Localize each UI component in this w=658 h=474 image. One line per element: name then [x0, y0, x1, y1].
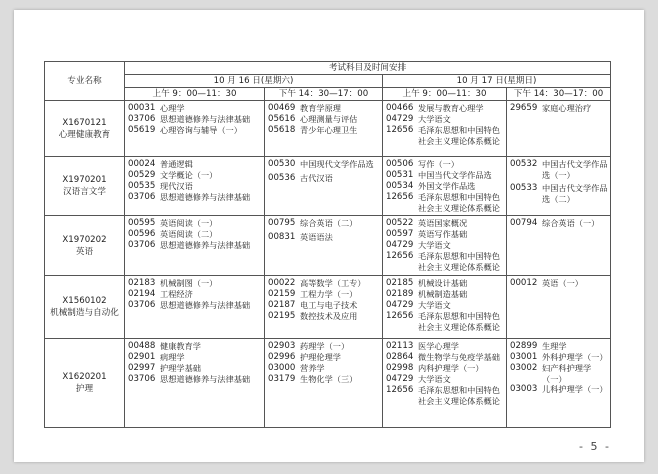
- subject-name: 心理学: [160, 103, 185, 113]
- subject-code: 03706: [128, 374, 156, 384]
- subject-name: 生理学: [542, 341, 567, 351]
- subject-entry: [268, 125, 382, 136]
- subject-entry: [510, 159, 610, 180]
- major-name: 护理: [75, 384, 94, 394]
- subject-entry: [386, 251, 506, 272]
- subject-name: 高等数学（工专）: [300, 278, 366, 288]
- subject-code: 00031: [128, 103, 156, 113]
- slot-cell-d2am: [383, 216, 507, 276]
- subject-entry: [268, 311, 382, 322]
- subject-name: 毛泽东思想和中国特色社会主义理论体系概论: [418, 251, 500, 272]
- subject-entry: [510, 341, 610, 352]
- subject-code: 00530: [268, 159, 296, 169]
- subject-entry: [128, 289, 264, 300]
- subject-code: 03000: [268, 363, 296, 373]
- subject-entry: [268, 173, 382, 184]
- subject-entry: [128, 103, 264, 114]
- subject-entry: [128, 300, 264, 311]
- subject-name: 英语阅读（二）: [160, 229, 218, 239]
- subject-entry: [510, 352, 610, 363]
- subject-entry: [386, 300, 506, 311]
- slot-cell-d1am: [125, 339, 265, 428]
- subject-entry: [510, 183, 610, 204]
- subject-name: 中国现代文学作品选: [300, 159, 374, 169]
- subject-name: 发展与教育心理学: [418, 103, 484, 113]
- subject-name: 现代汉语: [160, 181, 193, 191]
- major-code: X1620201: [62, 372, 107, 382]
- subject-code: 03001: [510, 352, 538, 362]
- subject-name: 普通逻辑: [160, 159, 193, 169]
- slot-cell-d1am: [125, 157, 265, 216]
- subject-name: 机械制造基础: [418, 289, 468, 299]
- subject-name: 工程经济: [160, 289, 193, 299]
- subject-name: 外科护理学（一）: [542, 352, 608, 362]
- subject-code: 03002: [510, 363, 538, 373]
- subject-code: 02195: [268, 311, 296, 321]
- subject-entry: [386, 363, 506, 374]
- subject-entry: [128, 125, 264, 136]
- subject-code: 00522: [386, 218, 414, 228]
- slot-cell-d1am: [125, 276, 265, 339]
- subject-entry: [128, 352, 264, 363]
- subject-entry: [386, 229, 506, 240]
- subject-entry: [268, 300, 382, 311]
- subject-name: 微生物学与免疫学基础: [418, 352, 500, 362]
- subject-entry: [386, 311, 506, 332]
- subject-name: 机械制图（一）: [160, 278, 218, 288]
- subject-entry: [386, 278, 506, 289]
- subject-entry: [268, 232, 382, 243]
- subject-entry: [128, 114, 264, 125]
- subject-name: 大学语文: [418, 114, 451, 124]
- subject-code: 02997: [128, 363, 156, 373]
- subject-code: 00536: [268, 173, 296, 183]
- table-row: [45, 157, 611, 216]
- subject-name: 英语国家概况: [418, 218, 468, 228]
- subject-entry: [268, 278, 382, 289]
- subject-entry: [386, 289, 506, 300]
- subject-entry: [268, 103, 382, 114]
- subject-entry: [386, 181, 506, 192]
- subject-code: 02998: [386, 363, 414, 373]
- subject-name: 思想道德修养与法律基础: [160, 374, 251, 384]
- slot-cell-d2pm: [507, 101, 611, 157]
- subject-name: 大学语文: [418, 374, 451, 384]
- subject-entry: [268, 159, 382, 170]
- subject-code: 04729: [386, 114, 414, 124]
- subject-name: 文学概论（一）: [160, 170, 218, 180]
- subject-code: 04729: [386, 374, 414, 384]
- subject-name: 医学心理学: [418, 341, 459, 351]
- subject-entry: [386, 385, 506, 406]
- slot-cell-d1am: [125, 101, 265, 157]
- subject-name: 古代汉语: [300, 173, 333, 183]
- subject-code: 00535: [128, 181, 156, 191]
- subject-entry: [268, 352, 382, 363]
- slot-cell-d1pm: [265, 157, 383, 216]
- header-day1: 10 月 16 日(星期六): [125, 75, 383, 88]
- subject-code: 00533: [510, 183, 538, 193]
- subject-entry: [128, 192, 264, 203]
- subject-name: 家庭心理治疗: [542, 103, 592, 113]
- subject-name: 心理测量与评估: [300, 114, 358, 124]
- subject-entry: [128, 341, 264, 352]
- subject-name: 病理学: [160, 352, 185, 362]
- subject-code: 03706: [128, 240, 156, 250]
- header-major: 专业名称: [45, 62, 125, 101]
- subject-entry: [268, 341, 382, 352]
- subject-name: 教育学原理: [300, 103, 341, 113]
- subject-code: 03706: [128, 114, 156, 124]
- subject-code: 05618: [268, 125, 296, 135]
- subject-code: 00024: [128, 159, 156, 169]
- subject-name: 电工与电子技术: [300, 300, 358, 310]
- subject-code: 02159: [268, 289, 296, 299]
- subject-code: 12656: [386, 125, 414, 135]
- subject-entry: [128, 218, 264, 229]
- subject-name: 思想道德修养与法律基础: [160, 192, 251, 202]
- subject-name: 毛泽东思想和中国特色社会主义理论体系概论: [418, 311, 500, 332]
- subject-name: 生物化学（三）: [300, 374, 358, 384]
- subject-entry: [268, 289, 382, 300]
- subject-name: 外国文学作品选: [418, 181, 476, 191]
- major-name: 机械制造与自动化: [50, 308, 119, 318]
- subject-entry: [386, 170, 506, 181]
- subject-entry: [268, 218, 382, 229]
- subject-code: 12656: [386, 311, 414, 321]
- subject-code: 00022: [268, 278, 296, 288]
- subject-code: 00012: [510, 278, 538, 288]
- slot-cell-d2pm: [507, 216, 611, 276]
- major-cell: [45, 216, 125, 276]
- subject-code: 00506: [386, 159, 414, 169]
- slot-cell-d1pm: [265, 276, 383, 339]
- subject-name: 护理学基础: [160, 363, 201, 373]
- slot-cell-d1pm: [265, 339, 383, 428]
- subject-name: 毛泽东思想和中国特色社会主义理论体系概论: [418, 192, 500, 213]
- subject-code: 02864: [386, 352, 414, 362]
- subject-name: 大学语文: [418, 240, 451, 250]
- header-day1-am: 上午 9：00—11：30: [125, 88, 265, 101]
- major-code: X1670121: [62, 117, 107, 128]
- subject-name: 毛泽东思想和中国特色社会主义理论体系概论: [418, 125, 500, 146]
- subject-code: 00532: [510, 159, 538, 169]
- subject-name: 思想道德修养与法律基础: [160, 114, 251, 124]
- major-cell: [45, 339, 125, 428]
- major-cell: [45, 276, 125, 339]
- subject-code: 02901: [128, 352, 156, 362]
- subject-code: 03003: [510, 384, 538, 394]
- subject-code: 02187: [268, 300, 296, 310]
- major-code: X1970202: [62, 234, 107, 245]
- subject-entry: [386, 240, 506, 251]
- subject-entry: [510, 218, 610, 229]
- subject-name: 中国当代文学作品选: [418, 170, 492, 180]
- subject-code: 00795: [268, 218, 296, 228]
- subject-name: 思想道德修养与法律基础: [160, 240, 251, 250]
- subject-name: 中国古代文学作品选（一）: [542, 159, 608, 180]
- exam-schedule-table: [44, 61, 611, 428]
- subject-entry: [268, 374, 382, 385]
- subject-code: 12656: [386, 192, 414, 202]
- subject-code: 03179: [268, 374, 296, 384]
- subject-name: 心理咨询与辅导（一）: [160, 125, 242, 135]
- slot-cell-d2am: [383, 339, 507, 428]
- subject-entry: [386, 159, 506, 170]
- subject-name: 写作（一）: [418, 159, 459, 169]
- header-day2: 10 月 17 日(星期日): [383, 75, 611, 88]
- subject-entry: [128, 229, 264, 240]
- subject-entry: [386, 103, 506, 114]
- slot-cell-d2pm: [507, 276, 611, 339]
- subject-code: 02899: [510, 341, 538, 351]
- subject-name: 青少年心理卫生: [300, 125, 358, 135]
- subject-code: 02189: [386, 289, 414, 299]
- subject-code: 00597: [386, 229, 414, 239]
- subject-code: 00596: [128, 229, 156, 239]
- subject-code: 29659: [510, 103, 538, 113]
- subject-code: 03706: [128, 300, 156, 310]
- subject-name: 英语（一）: [542, 278, 583, 288]
- major-code: X1970201: [62, 175, 107, 185]
- subject-name: 机械设计基础: [418, 278, 468, 288]
- subject-code: 00831: [268, 232, 296, 242]
- subject-entry: [386, 341, 506, 352]
- subject-name: 英语阅读（一）: [160, 218, 218, 228]
- slot-cell-d2am: [383, 101, 507, 157]
- subject-name: 药理学（一）: [300, 341, 350, 351]
- subject-name: 健康教育学: [160, 341, 201, 351]
- subject-entry: [268, 363, 382, 374]
- subject-entry: [128, 278, 264, 289]
- subject-code: 00595: [128, 218, 156, 228]
- major-code: X1560102: [62, 296, 107, 306]
- subject-name: 毛泽东思想和中国特色社会主义理论体系概论: [418, 385, 500, 406]
- table-row: [45, 276, 611, 339]
- subject-code: 00466: [386, 103, 414, 113]
- subject-code: 02185: [386, 278, 414, 288]
- subject-name: 营养学: [300, 363, 325, 373]
- subject-entry: [386, 218, 506, 229]
- subject-entry: [510, 278, 610, 289]
- subject-entry: [386, 352, 506, 363]
- subject-name: 内科护理学（一）: [418, 363, 484, 373]
- subject-name: 综合英语（一）: [542, 218, 600, 228]
- slot-cell-d2am: [383, 157, 507, 216]
- subject-entry: [386, 125, 506, 146]
- subject-code: 00794: [510, 218, 538, 228]
- slot-cell-d1am: [125, 216, 265, 276]
- subject-code: 03706: [128, 192, 156, 202]
- subject-code: 02194: [128, 289, 156, 299]
- subject-entry: [386, 114, 506, 125]
- header-day2-pm: 下午 14：30—17：00: [507, 88, 611, 101]
- major-cell: [45, 101, 125, 157]
- subject-entry: [128, 374, 264, 385]
- subject-code: 04729: [386, 300, 414, 310]
- header-day1-pm: 下午 14：30—17：00: [265, 88, 383, 101]
- subject-code: 02183: [128, 278, 156, 288]
- subject-code: 00488: [128, 341, 156, 351]
- subject-code: 05616: [268, 114, 296, 124]
- subject-code: 02903: [268, 341, 296, 351]
- subject-entry: [128, 170, 264, 181]
- subject-entry: [128, 363, 264, 374]
- subject-code: 04729: [386, 240, 414, 250]
- subject-name: 儿科护理学（一）: [542, 384, 608, 394]
- major-name: 英语: [75, 246, 94, 257]
- subject-entry: [386, 374, 506, 385]
- subject-name: 数控技术及应用: [300, 311, 358, 321]
- subject-entry: [510, 384, 610, 395]
- slot-cell-d2pm: [507, 157, 611, 216]
- subject-name: 护理伦理学: [300, 352, 341, 362]
- header-day2-am: 上午 9：00—11：30: [383, 88, 507, 101]
- table-row: [45, 339, 611, 428]
- page-number: - 5 -: [579, 440, 611, 453]
- slot-cell-d1pm: [265, 101, 383, 157]
- slot-cell-d1pm: [265, 216, 383, 276]
- subject-code: 00469: [268, 103, 296, 113]
- subject-entry: [128, 181, 264, 192]
- subject-code: 00529: [128, 170, 156, 180]
- subject-name: 大学语文: [418, 300, 451, 310]
- slot-cell-d2pm: [507, 339, 611, 428]
- subject-code: 00534: [386, 181, 414, 191]
- table-row: [45, 101, 611, 157]
- subject-name: 思想道德修养与法律基础: [160, 300, 251, 310]
- subject-code: 00531: [386, 170, 414, 180]
- subject-entry: [128, 240, 264, 251]
- subject-entry: [386, 192, 506, 213]
- header-schedule-group: 考试科目及时间安排: [125, 62, 611, 75]
- subject-code: 05619: [128, 125, 156, 135]
- subject-code: 12656: [386, 385, 414, 395]
- subject-entry: [510, 103, 610, 114]
- major-name: 心理健康教育: [58, 129, 111, 140]
- subject-name: 妇产科护理学（一）: [542, 363, 592, 384]
- major-cell: [45, 157, 125, 216]
- subject-name: 中国古代文学作品选（二）: [542, 183, 608, 204]
- subject-code: 02113: [386, 341, 414, 351]
- major-name: 汉语言文学: [63, 187, 106, 197]
- subject-name: 综合英语（二）: [300, 218, 358, 228]
- subject-entry: [128, 159, 264, 170]
- subject-name: 英语写作基础: [418, 229, 468, 239]
- subject-code: 02996: [268, 352, 296, 362]
- subject-code: 12656: [386, 251, 414, 261]
- subject-entry: [510, 363, 610, 384]
- slot-cell-d2am: [383, 276, 507, 339]
- subject-entry: [268, 114, 382, 125]
- table-row: [45, 216, 611, 276]
- subject-name: 工程力学（一）: [300, 289, 358, 299]
- subject-name: 英语语法: [300, 232, 333, 242]
